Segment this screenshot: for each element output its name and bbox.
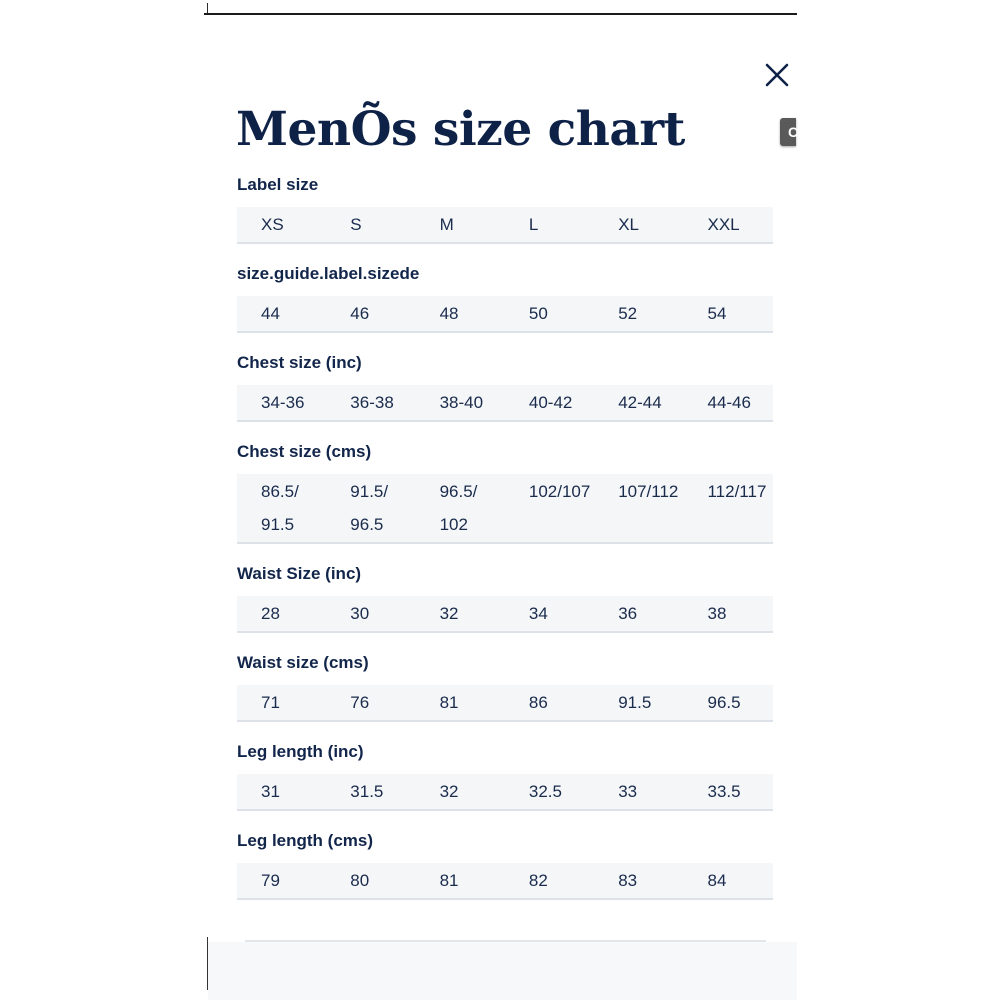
size-values-row: [237, 385, 773, 422]
page-title: MenÕs size chart: [236, 102, 685, 157]
top-edge-mark: [207, 3, 208, 13]
size-value-cell: 86: [528, 693, 548, 712]
size-value-cell: 52: [618, 304, 638, 323]
size-value-cell: 112/117: [707, 482, 767, 501]
size-value-cell: 48: [439, 304, 459, 323]
size-values-row: [237, 863, 773, 900]
size-value-cell: 50: [528, 304, 548, 323]
section-label: Label size: [237, 175, 319, 194]
section-label: Chest size (cms): [237, 442, 372, 461]
size-section: [237, 351, 773, 422]
section-label: Waist Size (inc): [237, 564, 362, 583]
section-label: Leg length (cms): [237, 831, 374, 850]
size-value-cell: 33.5: [707, 782, 741, 801]
size-value-cell: 46: [350, 304, 370, 323]
size-values-row: [237, 774, 773, 811]
footer-area: [208, 942, 797, 1000]
size-value-cell: 31.5: [350, 782, 384, 801]
size-value-cell: 32.5: [528, 782, 562, 801]
size-value-cell: XXL: [707, 215, 740, 234]
size-section: [237, 173, 773, 244]
size-value-cell: 82: [528, 871, 548, 890]
size-value-cell: 84: [707, 871, 727, 890]
size-section: [237, 440, 773, 544]
size-section: [237, 651, 773, 722]
size-value-cell: 28: [261, 604, 280, 623]
size-section: [237, 262, 773, 333]
size-value-cell: 91.5: [618, 693, 652, 712]
size-value-cell: 36: [618, 604, 638, 623]
size-values-row: [237, 596, 773, 633]
size-value-cell: 81: [439, 693, 459, 712]
size-values-row: [237, 207, 773, 244]
size-chart-table: [237, 173, 773, 900]
section-label: Leg length (inc): [237, 742, 364, 761]
size-section: [237, 740, 773, 811]
size-value-cell: M: [439, 215, 454, 234]
close-button[interactable]: [762, 60, 792, 90]
size-value-cell: 38: [707, 604, 727, 623]
size-section: [237, 829, 773, 900]
size-value-cell: 31: [261, 782, 280, 801]
size-value-cell: 38-40: [439, 393, 484, 412]
size-value-cell: 34: [528, 604, 548, 623]
size-value-cell: 71: [261, 693, 280, 712]
size-value-cell: 80: [350, 871, 370, 890]
size-value-cell: 79: [261, 871, 280, 890]
close-icon: [762, 60, 792, 90]
size-value-cell: 81: [439, 871, 459, 890]
size-section: [237, 562, 773, 633]
size-value-cell: 96.5: [707, 693, 741, 712]
size-value-cell: S: [350, 215, 362, 234]
size-value-cell: XS: [261, 215, 284, 234]
size-value-cell: 40-42: [528, 393, 573, 412]
size-value-cell: 91.5/ 96.5: [350, 482, 389, 534]
section-label: Chest size (inc): [237, 353, 362, 372]
size-value-cell: 44: [261, 304, 280, 323]
side-tab-label: C: [788, 124, 799, 140]
size-value-cell: 34-36: [261, 393, 305, 412]
size-value-cell: L: [528, 215, 539, 234]
size-value-cell: 30: [350, 604, 370, 623]
size-values-row: [237, 296, 773, 333]
size-value-cell: 76: [350, 693, 370, 712]
size-value-cell: 107/112: [618, 482, 679, 501]
size-value-cell: 96.5/ 102: [439, 482, 478, 534]
size-values-row: [237, 474, 773, 544]
size-value-cell: 54: [707, 304, 727, 323]
size-value-cell: 83: [618, 871, 638, 890]
size-value-cell: 32: [439, 782, 459, 801]
size-value-cell: 33: [618, 782, 638, 801]
section-label: Waist size (cms): [237, 653, 369, 672]
size-value-cell: XL: [618, 215, 639, 234]
size-value-cell: 86.5/ 91.5: [261, 482, 299, 534]
top-divider: [204, 13, 797, 15]
size-values-row: [237, 685, 773, 722]
size-value-cell: 102/107: [528, 482, 591, 501]
side-tab-button[interactable]: [780, 118, 799, 146]
size-value-cell: 44-46: [707, 393, 751, 412]
size-value-cell: 36-38: [350, 393, 394, 412]
left-edge-line: [207, 937, 208, 990]
size-value-cell: 32: [439, 604, 459, 623]
section-label: size.guide.label.sizede: [237, 264, 420, 283]
size-value-cell: 42-44: [618, 393, 662, 412]
